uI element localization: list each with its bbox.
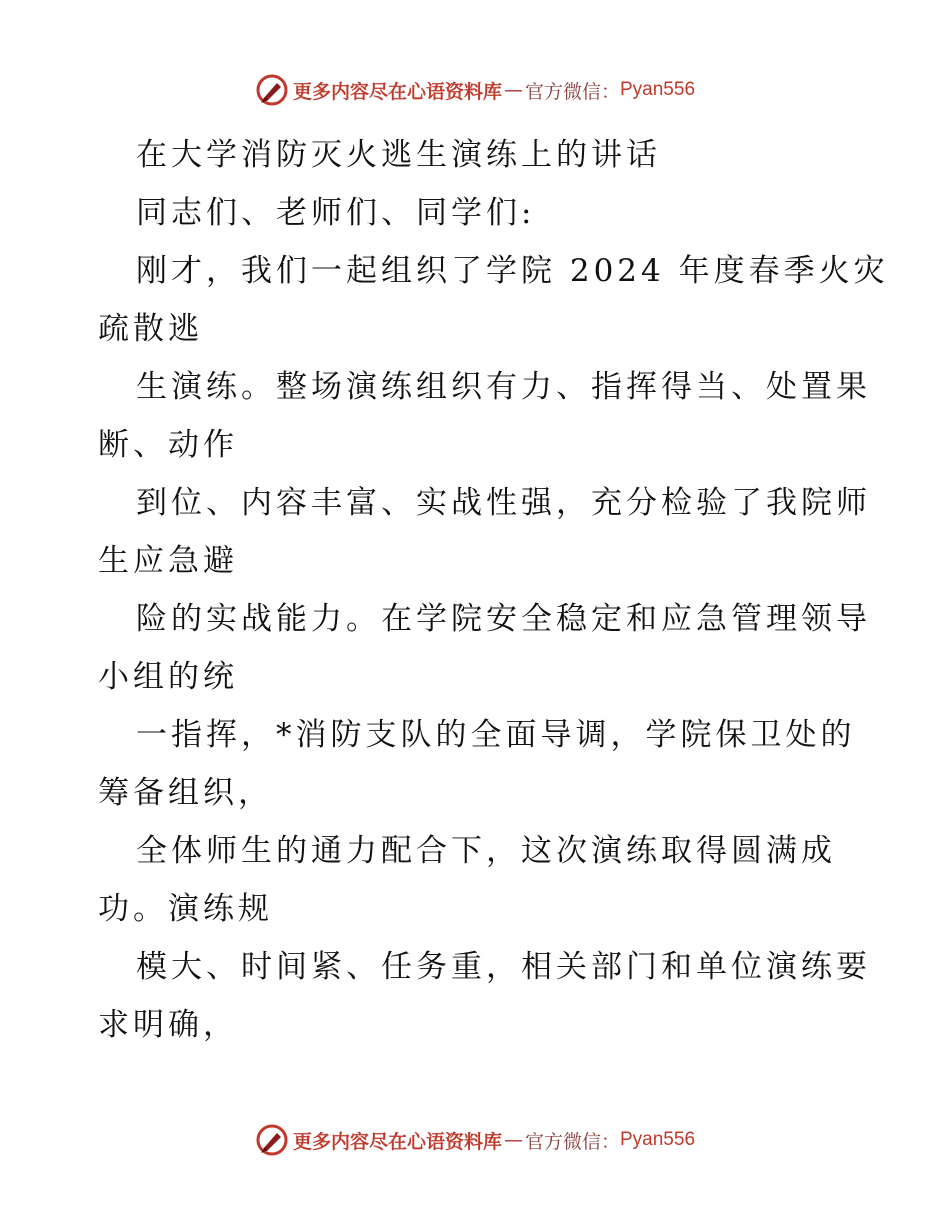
header-watermark <box>0 70 950 110</box>
text-line: 到位、内容丰富、实战性强，充分检验了我院师 <box>136 485 871 521</box>
text-line: 生演练。整场演练组织有力、指挥得当、处置果 <box>136 369 871 405</box>
text-line: 筹备组织， <box>98 775 273 811</box>
document-title: 在大学消防灭火逃生演练上的讲话 <box>136 137 661 173</box>
watermark-site-text: 更多内容尽在心语资料库 <box>292 80 502 103</box>
document-body <box>98 126 889 1054</box>
watermark-separator: — <box>503 79 523 101</box>
watermark-wechat-label: 官方微信： <box>524 80 620 103</box>
footer-watermark <box>0 1120 950 1160</box>
text-line: 生应急避 <box>98 543 238 579</box>
text-line: 同志们、老师们、同学们: <box>136 195 536 231</box>
text-line: 小组的统 <box>98 659 238 695</box>
text-line: 全体师生的通力配合下，这次演练取得圆满成 <box>136 833 836 869</box>
pen-logo-icon <box>255 73 289 107</box>
watermark-wechat-id: Pyan556 <box>620 1129 696 1150</box>
watermark-site-text: 更多内容尽在心语资料库 <box>292 1130 502 1153</box>
watermark-wechat-label: 官方微信： <box>524 1130 620 1153</box>
pen-logo-icon <box>255 1123 289 1157</box>
watermark-wechat-id: Pyan556 <box>620 79 696 100</box>
text-line: 一指挥，*消防支队的全面导调，学院保卫处的 <box>136 717 856 753</box>
text-line: 疏散逃 <box>98 311 203 347</box>
text-line: 功。演练规 <box>98 891 273 927</box>
text-line: 断、动作 <box>98 427 238 463</box>
text-line: 模大、时间紧、任务重，相关部门和单位演练要 <box>136 949 871 985</box>
watermark-separator: — <box>503 1129 523 1151</box>
text-line: 求明确， <box>98 1007 238 1043</box>
text-line: 险的实战能力。在学院安全稳定和应急管理领导 <box>136 601 871 637</box>
text-line: 刚才，我们一起组织了学院 2024 年度春季火灾 <box>136 253 889 289</box>
